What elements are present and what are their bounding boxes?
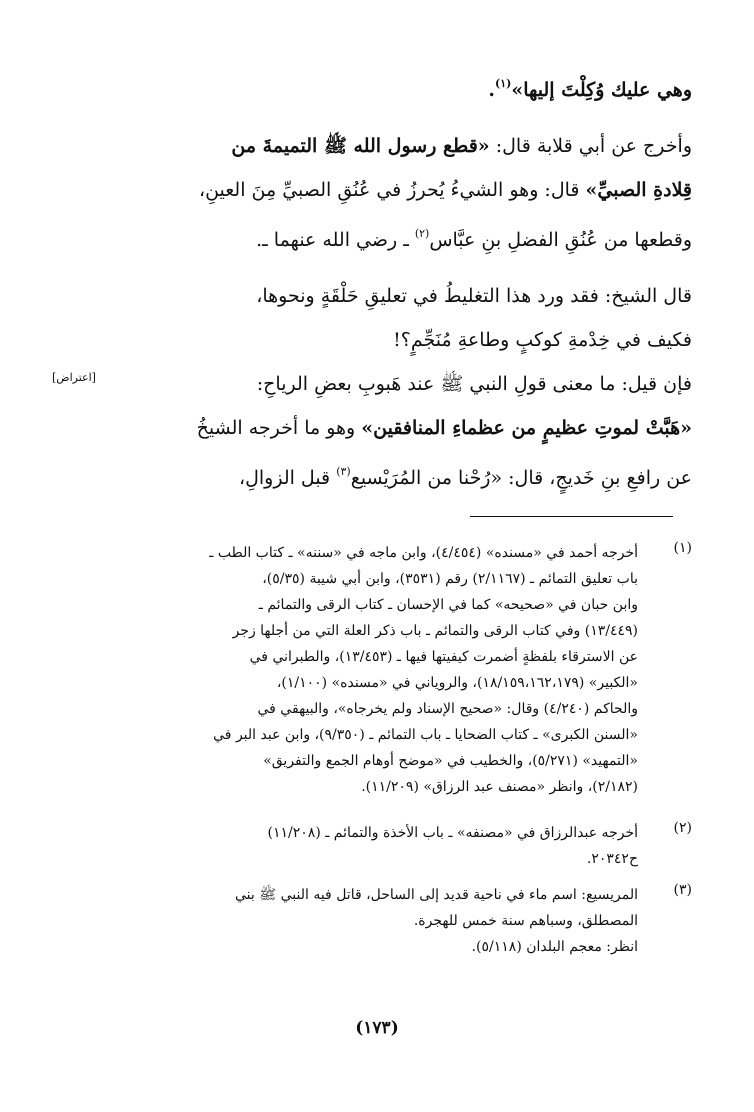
footnote-line: المصطلق، وسباهم سنة خمس للهجرة. — [413, 913, 638, 929]
footnote-line: عن الاسترقاء بلفظةٍ أضمرت كيفيتها فيها ـ (١٣/٤٥٣)، والطبراني في — [249, 649, 638, 665]
text-line-5 — [60, 274, 692, 318]
narration-text: وهو ما أخرجه الشيخُ — [196, 417, 362, 439]
hadith-quote: «هَبَّتْ لموتِ عظيمٍ من عظماءِ المنافقين» — [361, 417, 692, 439]
footnote-number: (٢) — [673, 820, 692, 836]
footnote-line: وابن حبان في «صحيحه» كما في الإحسان ـ كتاب الرقى والتمائم ـ — [258, 597, 638, 613]
quote-end-text: وهي عليك وُكِلْتَ إليها» — [511, 79, 692, 101]
narration-text: عن رافعِ بنِ خَديجٍ، قال: «رُحْنا من المُرَيْسيع — [350, 467, 692, 489]
text-line-4 — [60, 212, 692, 256]
footnote-line: (١٣/٤٤٩) وفي كتاب الرقى والتمائم ـ باب ذكر العلة التي من أجلها زجر — [232, 623, 638, 639]
footnote-line: أخرجه عبدالرزاق في «مصنفه» ـ باب الأخذة والتمائم ـ (١١/٢٠٨) — [267, 825, 638, 841]
text-line-1 — [60, 62, 692, 106]
narration-text-end: ـ رضي الله عنهما ـ. — [256, 229, 415, 251]
footnote-line: المريسيع: اسم ماء في ناحية قديد إلى الساحل، قاتل فيه النبي ﷺ بني — [235, 887, 638, 903]
footnote-line: (٢/١٨٢)، وانظر «مصنف عبد الرزاق» (١١/٢٠٩). — [361, 779, 638, 795]
text-line-6 — [60, 318, 692, 362]
narration-text: وأخرج عن أبي قلابة قال: — [489, 135, 692, 157]
hadith-quote: «قطع رسول الله ﷺ التميمةَ من — [231, 135, 490, 157]
text-line-3 — [60, 168, 692, 212]
footnote-line: انظر: معجم البلدان (٥/١١٨). — [471, 939, 638, 955]
footnote-line: «التمهيد» (٥/٢٧١)، والخطيب في «موضح أوهام الجمع والتفريق» — [263, 753, 638, 769]
footnote-line: والحاكم (٤/٢٤٠) وقال: «صحيح الإسناد ولم يخرجاه»، والبيهقي في — [257, 701, 638, 717]
margin-note-objection: [اعتراض] — [52, 371, 96, 384]
footnote-line: أخرجه أحمد في «مسنده» (٤/٤٥٤)، وابن ماجه في «سننه» ـ كتاب الطب ـ — [209, 545, 638, 561]
objection-text: فإن قيل: ما معنى قولِ النبي ﷺ عند هَبوبِ بعضِ الرياحِ: — [256, 373, 692, 395]
footnote-line: «السنن الكبرى» ـ كتاب الضحايا ـ باب التمائم ـ (٩/٣٥٠)، وابن عبد البر في — [213, 727, 638, 743]
text-line-8 — [60, 406, 692, 450]
footnote-ref-3[interactable]: (٣) — [336, 465, 351, 478]
text-line-2 — [60, 124, 692, 168]
footnote-ref-1[interactable]: (١) — [495, 77, 512, 90]
sheikh-text: قال الشيخ: فقد ورد هذا التغليطُ في تعليقِ حَلْقَةٍ ونحوها، — [256, 285, 692, 307]
footnote-line: «الكبير» (١٨/١٥٩،١٦٢،١٧٩)، والروياني في «مسنده» (١/١٠٠)، — [276, 675, 638, 691]
period: . — [488, 79, 495, 101]
hadith-quote-end: قِلادةِ الصبيِّ» — [585, 179, 692, 201]
page-number: (١٧٣) — [355, 1018, 399, 1038]
footnote-ref-2[interactable]: (٢) — [414, 227, 430, 240]
footnote-separator — [470, 516, 673, 517]
text-line-7 — [60, 362, 692, 406]
footnote-number: (١) — [673, 540, 692, 556]
footnote-number: (٣) — [673, 882, 692, 898]
explanation-text: قال: وهو الشيءُ يُحرزُ في عُنُقِ الصبيِّ مِنَ العينِ، — [198, 179, 586, 201]
sheikh-text-end: فكيف في خِدْمةِ كوكبٍ وطاعةِ مُنَجِّمٍ؟! — [393, 329, 692, 351]
narration-text: وقطعها من عُنُقِ الفضلِ بنِ عبَّاس — [429, 229, 692, 251]
footnote-line: ح٢٠٣٤٢. — [586, 851, 638, 867]
footnote-line: باب تعليق التمائم ـ (٢/١١٦٧) رقم (٣٥٣١)، وابن أبي شيبة (٥/٣٥)، — [262, 571, 638, 587]
text-line-9 — [60, 450, 692, 494]
narration-text-end: قبل الزوالِ، — [238, 467, 337, 489]
